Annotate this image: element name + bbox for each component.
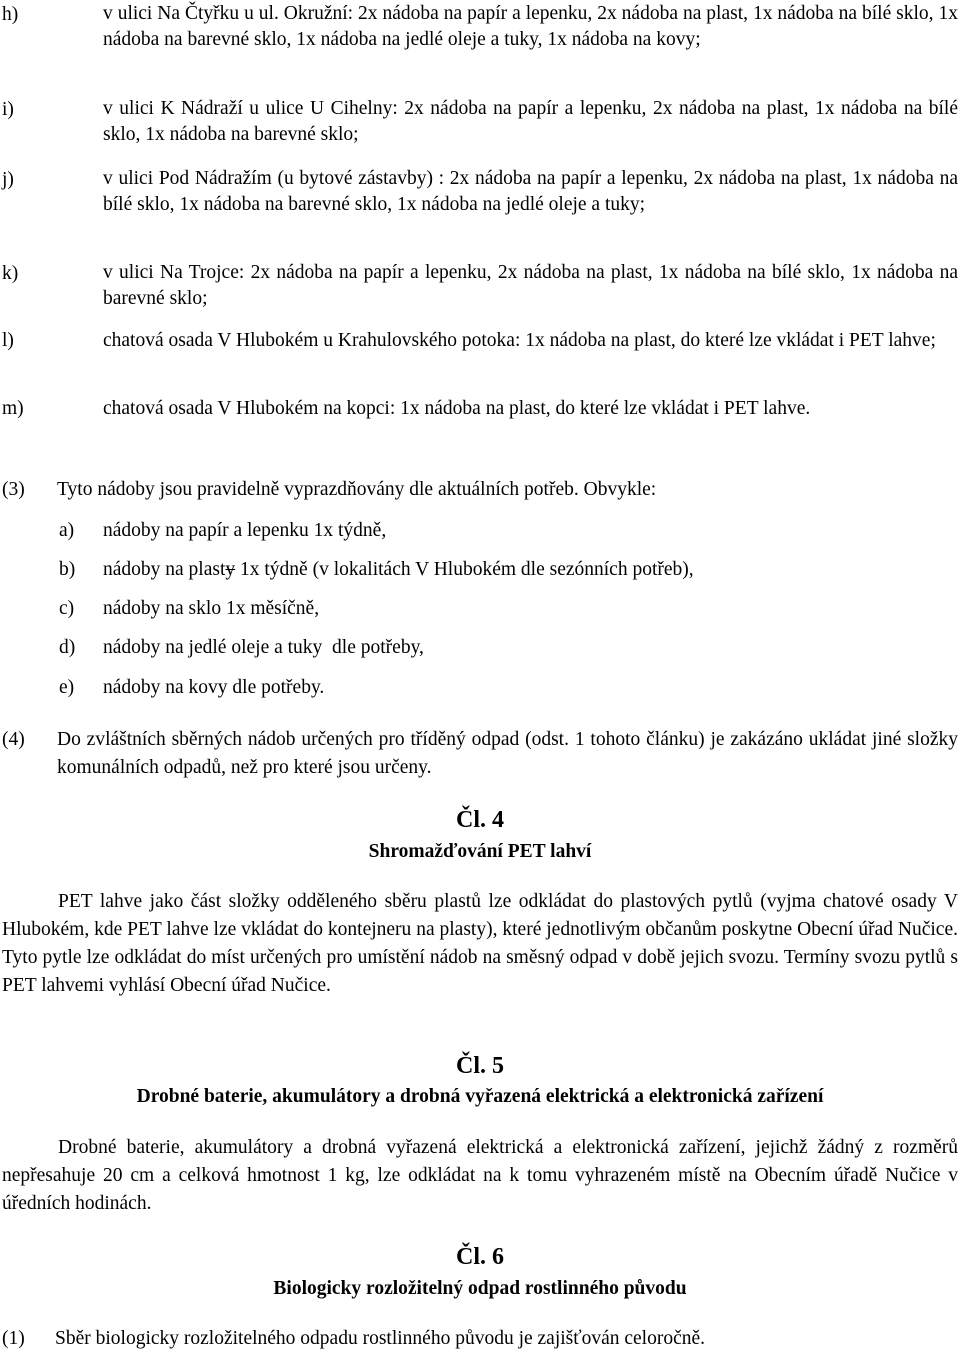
- article-4-body: PET lahve jako část složky odděleného sběru plastů lze odkládat do plastových pytlů (vyjma chatové osady V Hlubokém, kde PET lahve lze vkládat do kontejneru na plasty), které jednotlivým občanům poskytne Obecní úřad Nučice. Tyto pytle lze odkládat do míst určených pro umístění nádob na směsný odpad v době jejich svozu. Termíny svozu pytlů s PET lahvemi vyhlásí Obecní úřad Nučice.: [2, 891, 958, 996]
- sub-item-text-pre: nádoby na plast: [103, 559, 226, 580]
- sub-marker: c): [59, 598, 75, 619]
- list-marker: m): [2, 398, 24, 419]
- article-5-body: Drobné baterie, akumulátory a drobná vyřazená elektrická a elektronická zařízení, jejichž žádný z rozměrů nepřesahuje 20 cm a celková hmotnost 1 kg, lze odkládat na k tomu vyhrazeném místě na Obecním úřadě Nučice v úředních hodinách.: [2, 1137, 958, 1214]
- list-marker: i): [2, 99, 14, 120]
- list-item-text: chatová osada V Hlubokém u Krahulovského potoka: 1x nádoba na plast, do které lze vkládat i PET lahve;: [103, 330, 936, 351]
- list-item-text: v ulici Pod Nádražím (u bytové zástavby) : 2x nádoba na papír a lepenku, 2x nádoba na plast, 1x nádoba na bílé sklo, 1x nádoba na barevné sklo, 1x nádoba na jedlé oleje a tuky;: [103, 168, 958, 215]
- list-marker: j): [2, 169, 14, 190]
- sub-marker: a): [59, 520, 75, 541]
- struck-text: y: [225, 559, 236, 580]
- paragraph-text: Sběr biologicky rozložitelného odpadu rostlinného původu je zajišťován celoročně.: [55, 1328, 706, 1349]
- list-marker: k): [2, 263, 19, 284]
- sub-item-text: nádoby na jedlé oleje a tuky dle potřeby,: [103, 637, 424, 658]
- sub-marker: b): [59, 559, 76, 580]
- paragraph-text: Tyto nádoby jsou pravidelně vyprazdňovány dle aktuálních potřeb. Obvykle:: [57, 479, 657, 500]
- list-item-text: v ulici Na Trojce: 2x nádoba na papír a lepenku, 2x nádoba na plast, 1x nádoba na bílé sklo, 1x nádoba na barevné sklo;: [103, 262, 958, 309]
- article-5-title: Drobné baterie, akumulátory a drobná vyřazená elektrická a elektronická zařízení: [136, 1086, 824, 1107]
- article-6-number: Čl. 6: [456, 1244, 504, 1270]
- list-item-text: chatová osada V Hlubokém na kopci: 1x nádoba na plast, do které lze vkládat i PET lahve.: [103, 398, 811, 419]
- sub-marker: d): [59, 637, 76, 658]
- paragraph-marker: (3): [2, 479, 25, 500]
- list-item-text: v ulici Na Čtyřku u ul. Okružní: 2x nádoba na papír a lepenku, 2x nádoba na plast, 1x nádoba na bílé sklo, 1x nádoba na barevné sklo, 1x nádoba na jedlé oleje a tuky, 1x nádoba na kovy;: [103, 3, 958, 50]
- list-marker: h): [2, 4, 19, 25]
- article-4-title: Shromažďování PET lahví: [368, 841, 592, 862]
- paragraph-text: Do zvláštních sběrných nádob určených pro tříděný odpad (odst. 1 tohoto článku) je zakázáno ukládat jiné složky komunálních odpadů, než pro které jsou určeny.: [57, 729, 958, 778]
- article-5-number: Čl. 5: [456, 1053, 504, 1079]
- paragraph-marker: (1): [2, 1328, 25, 1349]
- sub-item-text: [103, 556, 958, 584]
- paragraph-marker: (4): [2, 729, 25, 750]
- sub-marker: e): [59, 677, 75, 698]
- sub-item-text: nádoby na kovy dle potřeby.: [103, 677, 325, 698]
- sub-item-text: nádoby na papír a lepenku 1x týdně,: [103, 520, 387, 541]
- list-marker: l): [2, 330, 14, 351]
- sub-item-text: nádoby na sklo 1x měsíčně,: [103, 598, 320, 619]
- article-6-title: Biologicky rozložitelný odpad rostlinného původu: [273, 1278, 687, 1299]
- list-item-text: v ulici K Nádraží u ulice U Cihelny: 2x nádoba na papír a lepenku, 2x nádoba na plast, 1x nádoba na bílé sklo, 1x nádoba na barevné sklo;: [103, 98, 958, 145]
- article-4-number: Čl. 4: [456, 807, 504, 833]
- sub-item-text-post: 1x týdně (v lokalitách V Hlubokém dle sezónních potřeb),: [235, 559, 694, 580]
